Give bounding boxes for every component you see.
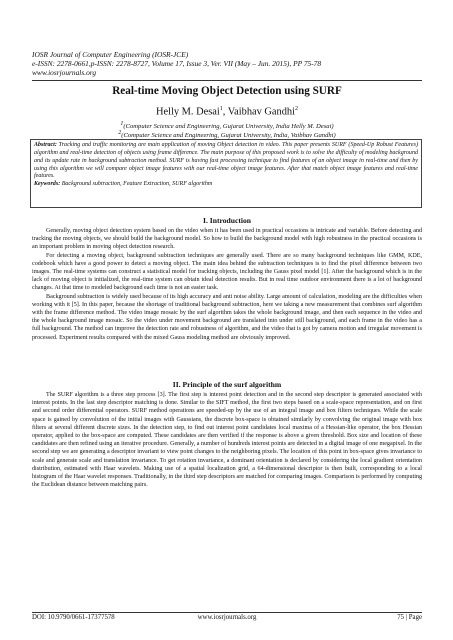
footer-website[interactable]: www.iosrjournals.org [197,614,257,621]
page-footer [32,614,422,624]
paragraph: For detecting a moving object, background subtraction techniques are generally used. There are so many background techniques like GMM, KDE, codebook which have a good power to detect a moving object. The main idea behind the subtraction techniques is to find the pixel difference between two images. The real-time systems can construct a statistical model for tracking objects, including the Gauss pixel model [1]. After the background which is in the lack of moving object is initialized, the real-time system can obtain ideal detection results. But in real time outdoor environment there is a lot of background changes. At that time to modeled background each time is not an easier task. [32,252,422,292]
affiliation-marker: 2 [118,130,122,136]
introduction-body [32,227,422,342]
header-divider [32,80,422,81]
affiliation-text: (Computer Science and Engineering, Gujarat University, India Helly M. Desai) [123,123,334,131]
surf-principle-body [32,391,422,489]
journal-issn-volume: e-ISSN: 2278-0661,p-ISSN: 2278-8727, Volume 17, Issue 3, Ver. VII (May – Jun. 2015), PP 75-78 [32,59,322,69]
section-heading-introduction: I. Introduction [203,216,251,225]
paragraph: The SURF algorithm is a three step process [3]. The first step is interest point detection and in the second step descriptor is generated associated with interest points. In the last step descriptor matching is done. Similar to the SIFT method, the first two steps based on a scale-space representation, and on first and second order differential operators. SURF method operations are speeded-up by the use of an integral image and box filters techniques. While the scale space is gained by convolution of the initial images with Gaussians, the discrete box-space is obtained similarly by convolving the original image with box filters at several different discrete sizes. In the detection step, to find out interest point candidates local maxima of a Hessian-like operator, the box Hessian operator, applied to the box-space are computed. These candidates are then verified if the response is above a given threshold. Box size and location of these candidates are then refined using an iterative procedure. Generally, a number of hundreds interest points are detected in a digital image of one megapixel. In the second step we are generating a descriptor invariant to view point changes to the neighboring pixels. The location of this point in box-space gives invariance to scale and generate scale and translation invariance. To get rotation invariance, a dominant orientation is declared by considering the local gradient orientation distribution, estimated with Haar wavelets. Making use of a spatial localization grid, a 64-dimensional descriptor is then built, corresponding to a local histogram of the Haar wavelet responses. Traditionally, in the third step descriptors are matched for comparing images. Comparison is performed by computing the Euclidean distance between matching pairs. [32,392,422,489]
keywords-label: Keywords: [34,181,61,188]
abstract-text: Tracking and traffic monitoring are main application of moving Object detection in video. This paper presents SURF (Speed-Up Robust Features) algorithm and real-time detection of objects using frame difference. The main purpose of this proposed work is to solve the difficulty of modeling background and its update rate in background subtraction method. SURF is having fast processing technique to find features of an object image in real-time and then by using this algorithm we will compare object image features with our real-time object image features. After that match object image features and real-time features. [34,142,418,180]
keywords [34,181,418,189]
abstract [34,142,418,181]
footer-divider [32,612,422,613]
abstract-box [30,139,422,208]
section-heading-surf-principle: II. Principle of the surf algorithm [172,380,282,389]
affiliation-text: (Computer Science and Engineering, Gujarat University, India, Vaibhav Gandhi) [121,132,336,140]
affiliation [32,121,422,130]
affiliation [32,130,422,139]
page-number: 75 | Page [397,614,422,621]
footer-doi: DOI: 10.9790/0661-17377578 [32,614,115,621]
journal-header [32,50,422,78]
abstract-label: Abstract: [34,142,57,148]
keywords-text: Background subtraction, Feature Extraction, SURF algorithm [60,181,213,188]
paper-title: Real-time Moving Object Detection using SURF [112,85,342,97]
author-name: Helly M. Desai [155,106,220,118]
paragraph: Generally, moving object detection system based on the video when it has been used in practical occasions is intricate and variable. Before detecting and tracking the moving objects, we should build the background model. So how to build the background model with high robustness in the practical occasions is an important problem in moving object detection research. [32,228,422,251]
author-line [32,106,422,117]
affiliation-marker: 1 [120,121,124,127]
paragraph: Background subtraction is widely used because of its high accuracy and anti noise ability. Large amount of calculation, modeling are the difficulties when working with it [5]. In this paper, because the shortage of traditional background subtraction, here we taking a new measurement that combines surf algorithm with the frame difference method. The video image mosaic by the surf algorithm takes the whole background image, and then each sequence in the video and the whole background image mosaic. So the video under movement background are translated into under still background, and each frame in the video has a full background. The method can improve the detection rate and robustness of algorithm, and the video that is got by camera motion and irregular movement is processed. Experiment results compared with the mixed Gauss modeling method are obviously improved. [32,293,422,341]
journal-website[interactable]: www.iosrjournals.org [32,68,97,78]
affiliation-marker: 1 [219,106,223,112]
author-separator: , [222,106,228,118]
affiliation-marker: 2 [295,106,299,112]
author-name: Vaibhav Gandhi [227,106,296,118]
journal-name: IOSR Journal of Computer Engineering (IOSR-JCE) [32,50,189,59]
